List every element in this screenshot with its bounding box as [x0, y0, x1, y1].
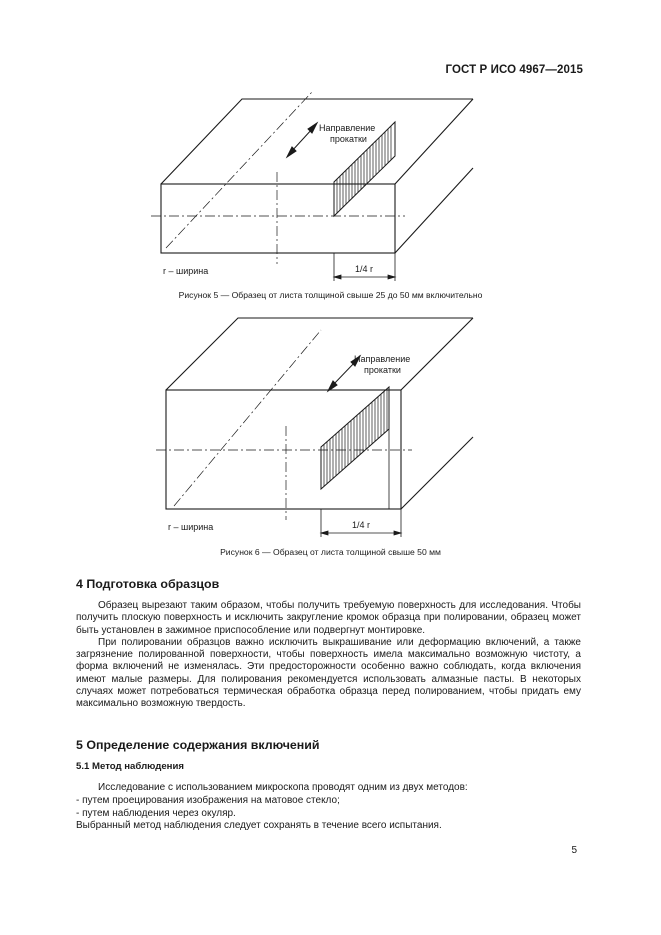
section-5-1-line: Выбранный метод наблюдения следует сохранять в течение всего испытания. [76, 820, 442, 832]
figure-5-dimension-label: 1/4 r [355, 264, 374, 274]
section-4-body [76, 600, 581, 710]
section-5-1-list-item: - путем наблюдения через окуляр. [76, 807, 236, 819]
section-4-heading: 4 Подготовка образцов [76, 577, 220, 591]
section-5-1-line: Исследование с использованием микроскопа проводят одним из двух методов: [98, 782, 468, 793]
page-number: 5 [571, 845, 577, 856]
section-5-1-body [76, 782, 581, 833]
section-4-paragraph: Образец вырезают таким образом, чтобы получить требуемую поверхность для исследования. Чтобы получить плоскую поверхность и исключить закругление кромок образца при полировании, образец может быть установлен в зажимное приспособление или подвергнут монтировке. [76, 600, 581, 636]
document-header: ГОСТ Р ИСО 4967—2015 [445, 64, 583, 76]
figure-6-direction-label-1: Направление [354, 354, 411, 364]
section-4-paragraph: При полировании образцов важно исключить выкрашивание или деформацию включений, а также загрязнение полированной поверхности, чтобы поверхность имела максимально возможную чистоту, а форма включений не изменялась. Эти предосторожности особенно важно соблюдать, когда включения имеют малые размеры. Для полирования рекомендуется использовать алмазные пасты. В некоторых случаях может потребоваться термическая обработка образца перед полированием, чтобы придать ему максимально возможную твердость. [76, 636, 581, 709]
figure-6-width-label: r – ширина [168, 522, 214, 532]
figure-5-direction-label-1: Направление [319, 123, 376, 133]
figure-6-direction-label-2: прокатки [364, 365, 401, 375]
figure-5-width-label: r – ширина [163, 266, 209, 276]
figure-6-caption: Рисунок 6 — Образец от листа толщиной свыше 50 мм [220, 547, 441, 557]
section-5-heading: 5 Определение содержания включений [76, 738, 320, 752]
figure-5-caption: Рисунок 5 — Образец от листа толщиной свыше 25 до 50 мм включительно [178, 290, 483, 300]
section-5-1-list-item: - путем проецирования изображения на матовое стекло; [76, 794, 340, 806]
figure-5-direction-label-2: прокатки [330, 134, 367, 144]
figure-6-dimension-label: 1/4 r [352, 520, 371, 530]
subsection-5-1-heading: 5.1 Метод наблюдения [76, 761, 184, 772]
